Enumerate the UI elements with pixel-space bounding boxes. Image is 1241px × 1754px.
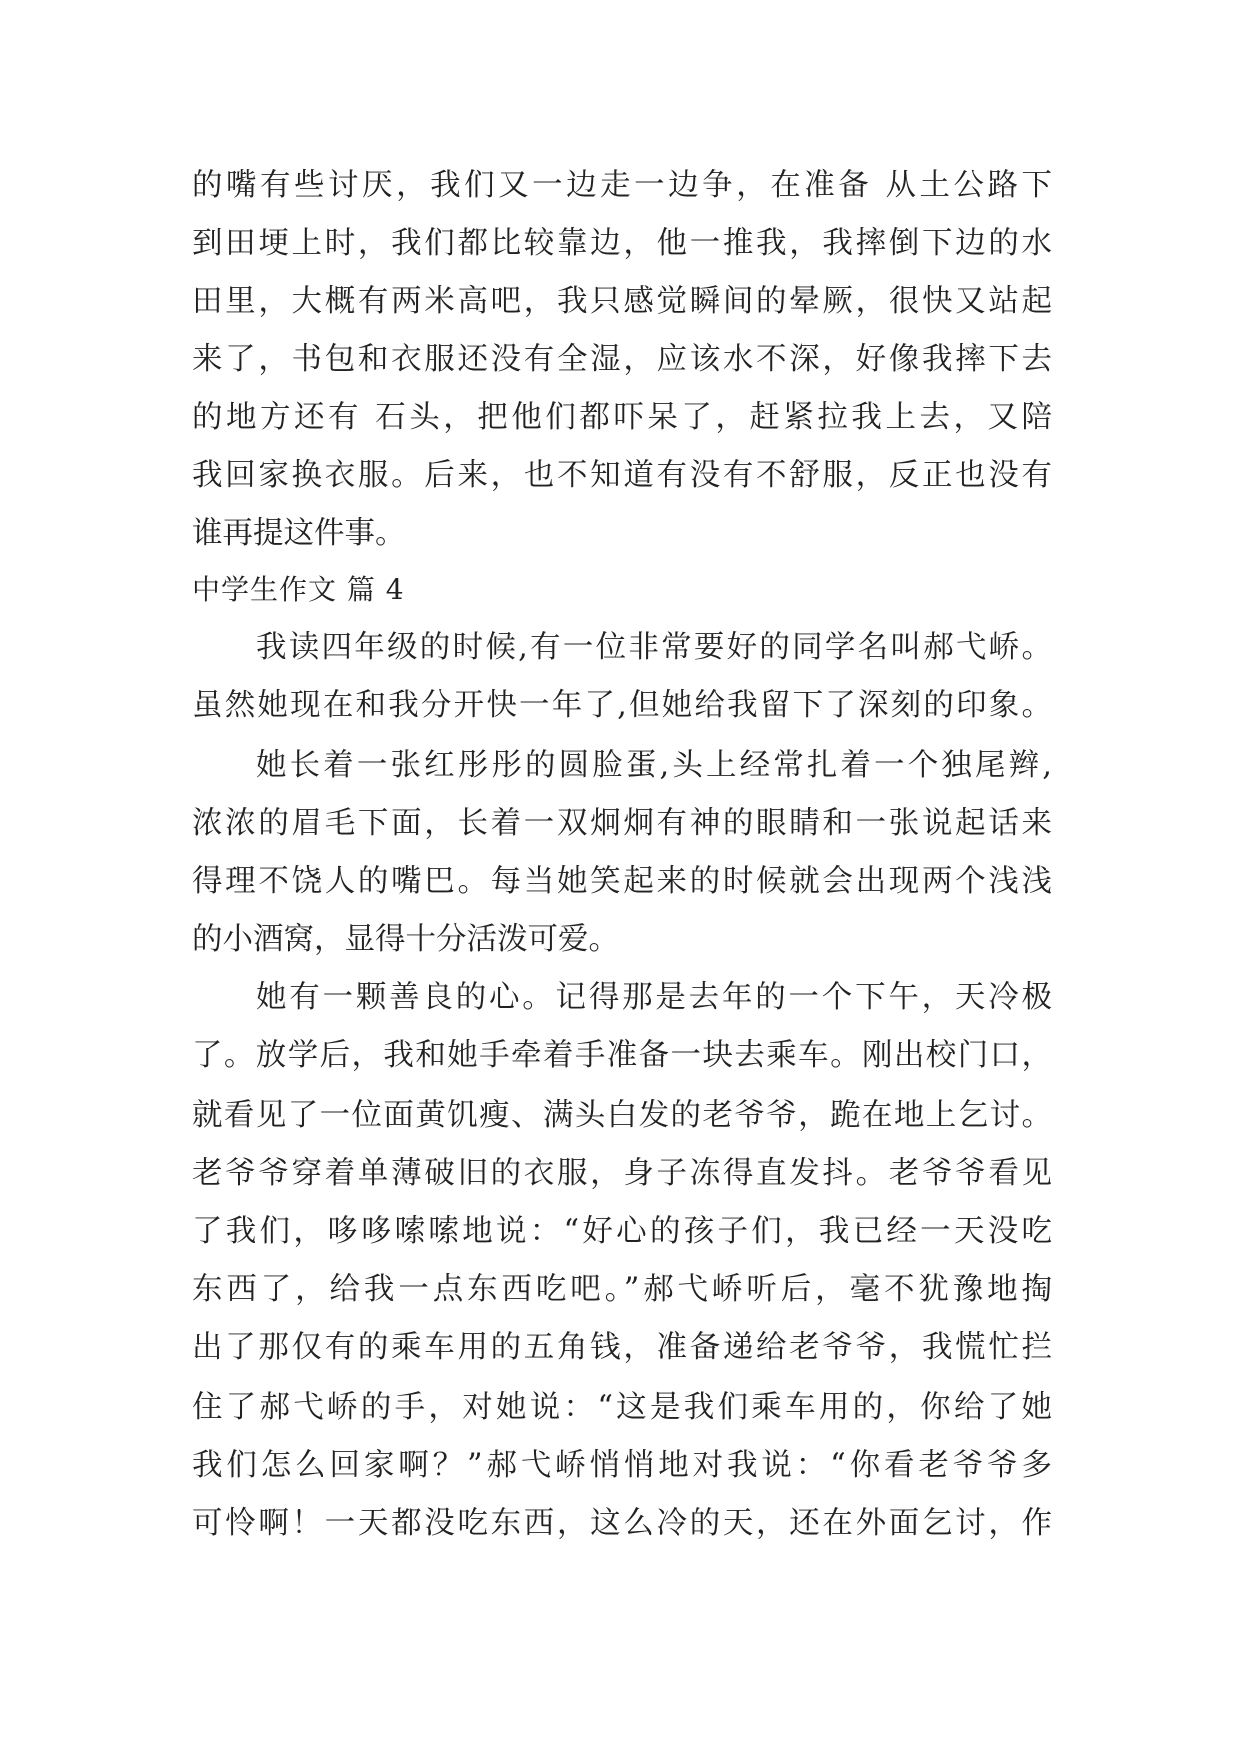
text-line: 她有一颗善良的心。记得那是去年的一个下午，天冷极 — [256, 980, 1052, 1015]
text-line: 可怜啊！一天都没吃东西，这么冷的天，还在外面乞讨，作 — [192, 1506, 1052, 1541]
text-line: 的小酒窝，显得十分活泼可爱。 — [192, 922, 619, 957]
text-line: 东西了，给我一点东西吃吧。”郝弋峤听后，毫不犹豫地掏 — [192, 1272, 1052, 1307]
text-line: 虽然她现在和我分开快一年了,但她给我留下了深刻的印象。 — [192, 688, 1052, 723]
text-line: 住了郝弋峤的手，对她说：“这是我们乘车用的，你给了她 — [192, 1390, 1052, 1425]
text-line: 她长着一张红彤彤的圆脸蛋,头上经常扎着一个独尾辫, — [256, 748, 1052, 783]
text-line: 就看见了一位面黄饥瘦、满头白发的老爷爷，跪在地上乞讨。 — [192, 1098, 1052, 1133]
text-line: 来了，书包和衣服还没有全湿，应该水不深，好像我摔下去 — [192, 342, 1052, 377]
text-line: 谁再提这件事。 — [192, 516, 406, 551]
text-line: 得理不饶人的嘴巴。每当她笑起来的时候就会出现两个浅浅 — [192, 864, 1052, 899]
text-line: 的地方还有 石头，把他们都吓呆了，赶紧拉我上去，又陪 — [192, 400, 1052, 435]
text-line: 我读四年级的时候,有一位非常要好的同学名叫郝弋峤。 — [256, 630, 1052, 665]
text-line: 到田埂上时，我们都比较靠边，他一推我，我摔倒下边的水 — [192, 226, 1052, 261]
text-line: 我回家换衣服。后来，也不知道有没有不舒服，反正也没有 — [192, 458, 1052, 493]
text-line: 的嘴有些讨厌，我们又一边走一边争，在准备 从土公路下 — [192, 168, 1052, 203]
text-line: 了我们，哆哆嗦嗦地说：“好心的孩子们，我已经一天没吃 — [192, 1214, 1052, 1249]
text-line: 我们怎么回家啊？”郝弋峤悄悄地对我说：“你看老爷爷多 — [192, 1448, 1052, 1483]
text-line: 田里，大概有两米高吧，我只感觉瞬间的晕厥，很快又站起 — [192, 284, 1052, 319]
text-line: 出了那仅有的乘车用的五角钱，准备递给老爷爷，我慌忙拦 — [192, 1330, 1052, 1365]
text-line: 老爷爷穿着单薄破旧的衣服，身子冻得直发抖。老爷爷看见 — [192, 1156, 1052, 1191]
section-heading: 中学生作文 篇 4 — [192, 573, 405, 606]
text-line: 了。放学后，我和她手牵着手准备一块去乘车。刚出校门口， — [192, 1038, 1052, 1073]
text-line: 浓浓的眉毛下面，长着一双炯炯有神的眼睛和一张说起话来 — [192, 806, 1052, 841]
